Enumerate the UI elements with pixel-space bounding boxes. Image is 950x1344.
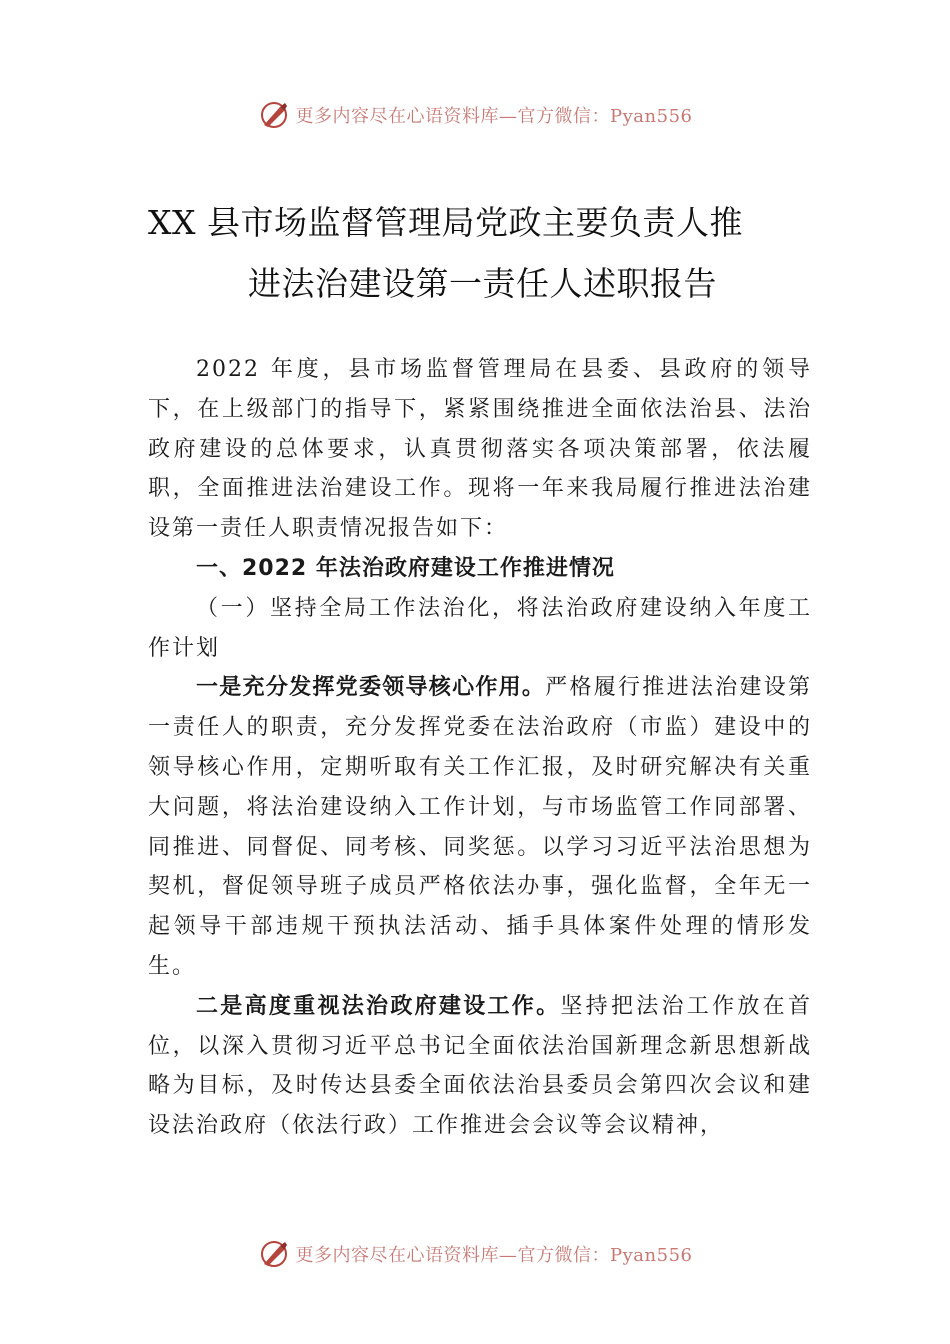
header-banner-text: 更多内容尽在心语资料库—官方微信：Pyan556 (295, 106, 693, 127)
paragraph-2-body: 坚持把法治工作放在首位，以深入贯彻习近平总书记全面依法治国新理念新思想新战略为目标，及时传达县委全面依法治县委员会第四次会议和建设法治政府（依法行政）工作推进会会议等会议精神， (148, 993, 812, 1139)
pen-logo-icon (258, 99, 290, 131)
doc-body (148, 350, 812, 1146)
section-heading-1: 一、2022 年法治政府建设工作推进情况 (196, 555, 615, 581)
paragraph-1 (148, 668, 812, 986)
doc-title-line-2: 进法治建设第一责任人述职报告 (248, 264, 717, 303)
paragraph-1-lead: 一是充分发挥党委领导核心作用。 (196, 675, 546, 701)
footer-banner (0, 1234, 950, 1274)
paragraph-2 (148, 987, 812, 1146)
doc-title-line-1: XX 县市场监督管理局党政主要负责人推 (148, 203, 743, 242)
paragraph-1-body: 严格履行推进法治建设第一责任人的职责，充分发挥党委在法治政府（市监）建设中的领导核心作用，定期听取有关工作汇报，及时研究解决有关重大问题，将法治建设纳入工作计划，与市场监管工作同部署、同推进、同督促、同考核、同奖惩。以学习习近平法治思想为契机，督促领导班子成员严格依法办事，强化监督，全年无一起领导干部违规干预执法活动、插手具体案件处理的情形发生。 (148, 675, 812, 979)
pen-logo-icon (258, 1238, 290, 1270)
intro-paragraph: 2022 年度，县市场监督管理局在县委、县政府的领导下，在上级部门的指导下，紧紧围绕推进全面依法治县、法治政府建设的总体要求，认真贯彻落实各项决策部署，依法履职，全面推进法治建设工作。现将一年来我局履行推进法治建设第一责任人职责情况报告如下： (148, 357, 812, 542)
header-banner (0, 95, 950, 135)
footer-banner-text: 更多内容尽在心语资料库—官方微信：Pyan556 (295, 1245, 693, 1266)
subsection-heading-1: （一）坚持全局工作法治化，将法治政府建设纳入年度工作计划 (148, 595, 812, 661)
paragraph-2-lead: 二是高度重视法治政府建设工作。 (196, 993, 561, 1019)
